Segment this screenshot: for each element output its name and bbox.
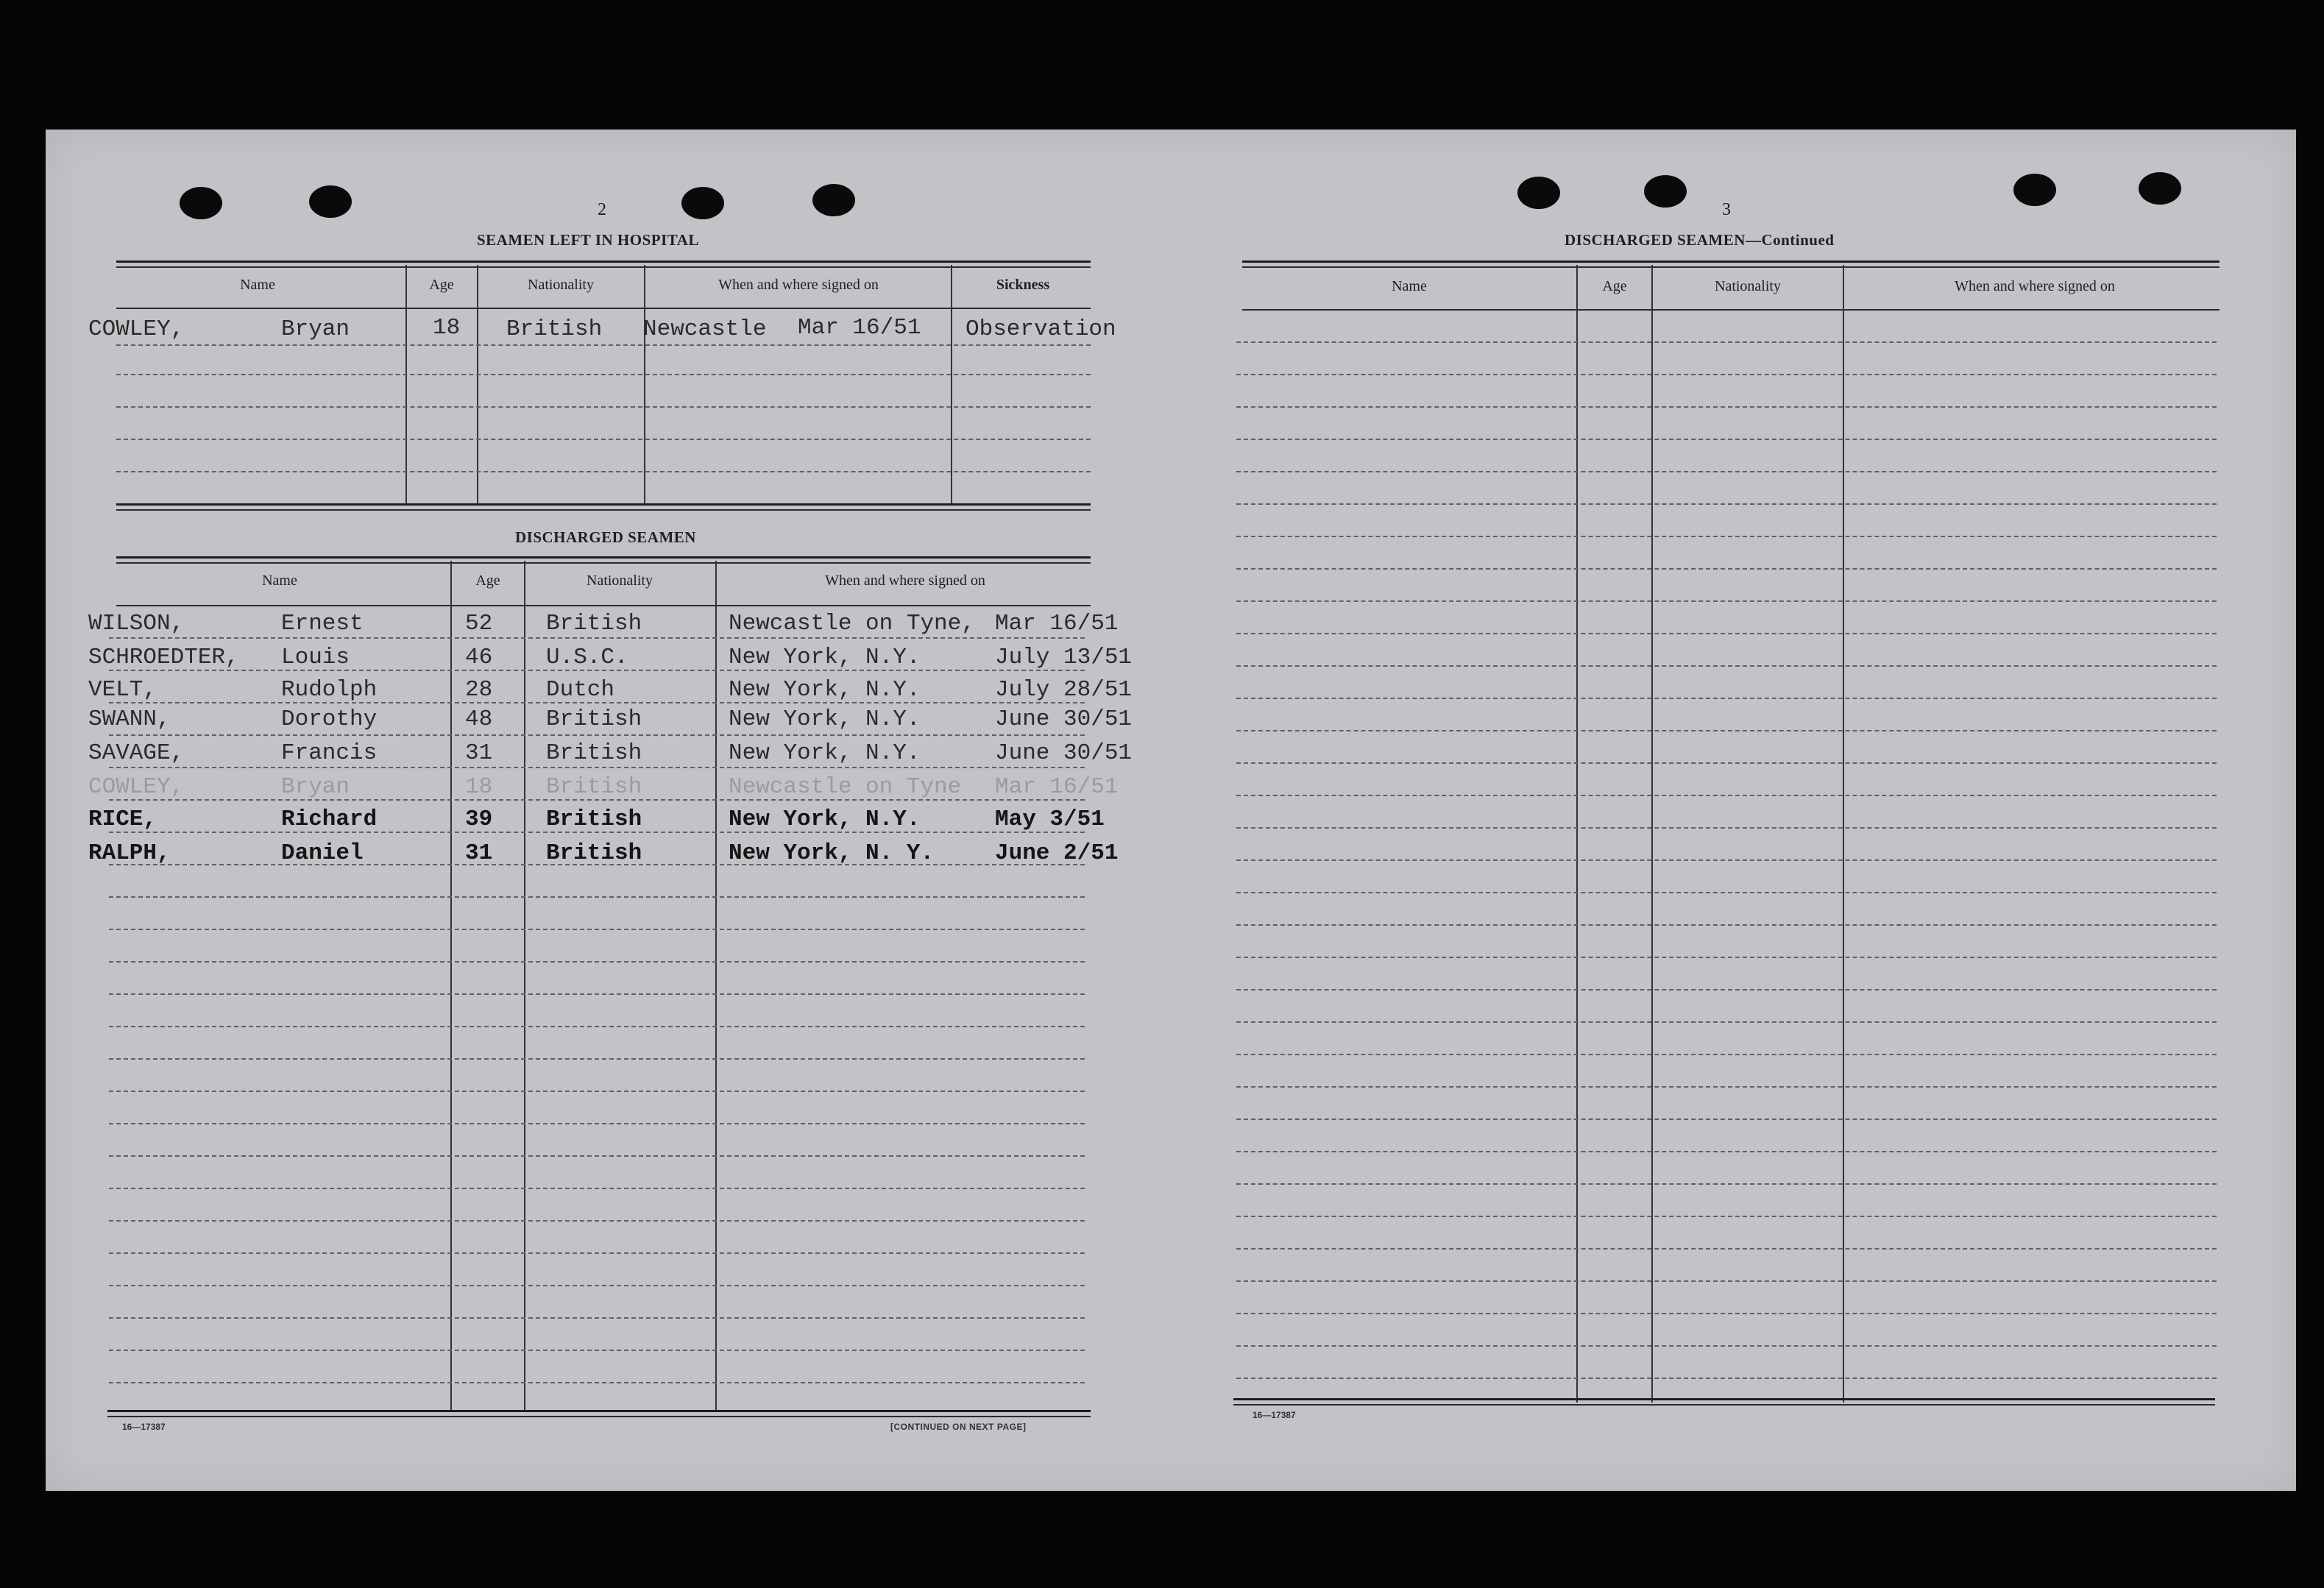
hospital-sickness: Observation <box>966 316 1116 342</box>
table-rule <box>116 503 1091 506</box>
row-rule <box>109 1123 1085 1124</box>
discharged-age: 31 <box>465 740 493 766</box>
row-rule <box>109 1285 1085 1286</box>
discharged-nationality: Dutch <box>546 677 615 703</box>
column-divider <box>524 561 525 1411</box>
row-rule <box>109 1317 1085 1319</box>
row-rule <box>1236 1151 2217 1152</box>
discharged-date: June 30/51 <box>995 706 1133 732</box>
table-rule <box>107 1416 1091 1417</box>
column-divider <box>1576 265 1578 1403</box>
column-divider <box>644 265 645 505</box>
discharged-date: July 28/51 <box>995 677 1133 703</box>
form-number: 16—17387 <box>1253 1410 1296 1420</box>
column-divider <box>715 561 717 1411</box>
discharged-surname: SCHROEDTER, <box>88 645 239 670</box>
punch-hole <box>2139 172 2181 205</box>
page-number: 2 <box>598 200 606 219</box>
table-rule <box>116 509 1091 511</box>
discharged-surname: SWANN, <box>88 706 171 732</box>
row-rule <box>1236 600 2217 602</box>
row-rule <box>1236 698 2217 699</box>
discharged-nationality: U.S.C. <box>546 645 628 670</box>
table-rule <box>116 556 1091 559</box>
column-header-signed-on: When and where signed on <box>825 573 985 589</box>
discharged-section-title: DISCHARGED SEAMEN <box>515 528 696 546</box>
table-rule <box>116 605 1091 606</box>
row-rule <box>109 1252 1085 1254</box>
table-rule <box>107 1410 1091 1412</box>
column-header-nationality: Nationality <box>1715 278 1781 294</box>
row-rule <box>1236 406 2217 408</box>
row-rule <box>109 864 1085 865</box>
discharged-surname: COWLEY, <box>88 774 185 800</box>
discharged-given-name: Richard <box>281 807 378 832</box>
column-header-signed-on: When and where signed on <box>718 277 879 293</box>
discharged-nationality: British <box>546 706 642 732</box>
discharged-surname: RICE, <box>88 807 157 832</box>
discharged-given-name: Dorothy <box>281 706 378 732</box>
row-rule <box>109 702 1085 703</box>
row-rule <box>116 439 1091 440</box>
column-header-nationality: Nationality <box>528 277 594 293</box>
row-rule <box>109 637 1085 639</box>
row-rule <box>109 1091 1085 1092</box>
row-rule <box>1236 1313 2217 1314</box>
table-rule <box>116 562 1091 564</box>
row-rule <box>1236 827 2217 829</box>
table-rule <box>1233 1398 2215 1400</box>
row-rule <box>109 993 1085 995</box>
punch-hole <box>1517 177 1560 209</box>
row-rule <box>109 961 1085 963</box>
discharged-age: 46 <box>465 645 493 670</box>
row-rule <box>1236 957 2217 958</box>
row-rule <box>109 734 1085 736</box>
row-rule <box>109 929 1085 930</box>
discharged-place: New York, N.Y. <box>729 645 921 670</box>
discharged-age: 18 <box>465 774 493 800</box>
row-rule <box>116 374 1091 375</box>
row-rule <box>1236 1280 2217 1282</box>
hospital-given-name: Bryan <box>281 316 350 342</box>
table-rule <box>1242 260 2220 263</box>
table-rule <box>1233 1404 2215 1406</box>
row-rule <box>1236 730 2217 731</box>
row-rule <box>1236 795 2217 796</box>
form-number: 16—17387 <box>122 1422 166 1432</box>
column-divider <box>405 265 407 505</box>
discharged-place: New York, N.Y. <box>729 677 921 703</box>
punch-hole <box>681 187 724 219</box>
row-rule <box>1236 568 2217 570</box>
discharged-date: Mar 16/51 <box>995 611 1119 637</box>
row-rule <box>1236 665 2217 667</box>
row-rule <box>1236 341 2217 343</box>
discharged-nationality: British <box>546 840 642 866</box>
row-rule <box>109 1382 1085 1383</box>
table-rule <box>116 260 1091 263</box>
row-rule <box>1236 536 2217 537</box>
row-rule <box>109 1026 1085 1027</box>
discharged-age: 31 <box>465 840 493 866</box>
row-rule <box>116 406 1091 408</box>
punch-hole <box>2013 174 2056 206</box>
row-rule <box>109 767 1085 768</box>
discharged-age: 52 <box>465 611 493 637</box>
discharged-place: New York, N.Y. <box>729 807 921 832</box>
discharged-surname: SAVAGE, <box>88 740 185 766</box>
row-rule <box>109 670 1085 671</box>
discharged-age: 28 <box>465 677 493 703</box>
discharged-given-name: Bryan <box>281 774 350 800</box>
row-rule <box>109 832 1085 833</box>
discharged-given-name: Daniel <box>281 840 364 866</box>
row-rule <box>1236 1086 2217 1088</box>
row-rule <box>1236 924 2217 926</box>
table-rule <box>116 266 1091 268</box>
row-rule <box>1236 1378 2217 1379</box>
column-header-name: Name <box>262 573 297 589</box>
column-header-age: Age <box>429 277 454 293</box>
row-rule <box>1236 989 2217 990</box>
row-rule <box>1236 1119 2217 1120</box>
row-rule <box>109 896 1085 898</box>
hospital-place: Newcastle <box>643 316 767 342</box>
column-header-name: Name <box>240 277 275 293</box>
discharged-given-name: Rudolph <box>281 677 378 703</box>
discharged-date: June 2/51 <box>995 840 1119 866</box>
row-rule <box>1236 1054 2217 1055</box>
punch-hole <box>812 184 855 216</box>
table-rule <box>116 308 1091 309</box>
column-header-age: Age <box>1602 278 1627 294</box>
discharged-surname: RALPH, <box>88 840 171 866</box>
discharged-nationality: British <box>546 807 642 832</box>
hospital-surname: COWLEY, <box>88 316 185 342</box>
discharged-surname: WILSON, <box>88 611 185 637</box>
discharged-nationality: British <box>546 611 642 637</box>
discharged-place: New York, N.Y. <box>729 740 921 766</box>
discharged-given-name: Ernest <box>281 611 364 637</box>
column-divider <box>1843 265 1844 1403</box>
column-divider <box>951 265 952 505</box>
table-rule <box>1242 309 2220 311</box>
row-rule <box>1236 374 2217 375</box>
row-rule <box>109 1155 1085 1157</box>
discharged-given-name: Francis <box>281 740 378 766</box>
discharged-place: Newcastle on Tyne, <box>729 611 975 637</box>
discharged-date: May 3/51 <box>995 807 1105 832</box>
discharged-nationality: British <box>546 774 642 800</box>
row-rule <box>109 1350 1085 1351</box>
row-rule <box>116 471 1091 472</box>
row-rule <box>1236 859 2217 861</box>
discharged-place: New York, N.Y. <box>729 706 921 732</box>
row-rule <box>1236 1021 2217 1023</box>
column-header-sickness: Sickness <box>996 277 1050 293</box>
row-rule <box>109 1188 1085 1189</box>
hospital-section-title: SEAMEN LEFT IN HOSPITAL <box>477 231 699 249</box>
row-rule <box>1236 1345 2217 1347</box>
row-rule <box>116 344 1091 346</box>
discharged-continued-title: DISCHARGED SEAMEN—Continued <box>1565 231 1835 249</box>
row-rule <box>1236 1216 2217 1217</box>
column-header-age: Age <box>475 573 500 589</box>
discharged-place: Newcastle on Tyne <box>729 774 962 800</box>
continued-note: [CONTINUED ON NEXT PAGE] <box>890 1422 1027 1432</box>
punch-hole <box>180 187 222 219</box>
row-rule <box>1236 1248 2217 1250</box>
discharged-date: June 30/51 <box>995 740 1133 766</box>
row-rule <box>1236 762 2217 764</box>
row-rule <box>109 1058 1085 1060</box>
row-rule <box>1236 633 2217 634</box>
punch-hole <box>1644 175 1687 208</box>
row-rule <box>109 799 1085 801</box>
column-header-name: Name <box>1392 278 1427 294</box>
punch-hole <box>309 185 352 218</box>
manifest-paper <box>46 130 2296 1491</box>
discharged-date: Mar 16/51 <box>995 774 1119 800</box>
hospital-age: 18 <box>433 315 461 341</box>
discharged-surname: VELT, <box>88 677 157 703</box>
column-header-nationality: Nationality <box>587 573 653 589</box>
column-divider <box>477 265 478 505</box>
hospital-nationality: British <box>506 316 603 342</box>
row-rule <box>1236 892 2217 893</box>
discharged-age: 39 <box>465 807 493 832</box>
column-header-signed-on: When and where signed on <box>1955 278 2115 294</box>
column-divider <box>450 561 452 1411</box>
row-rule <box>1236 1183 2217 1185</box>
discharged-age: 48 <box>465 706 493 732</box>
row-rule <box>109 1220 1085 1222</box>
row-rule <box>1236 471 2217 472</box>
hospital-date: Mar 16/51 <box>798 315 921 341</box>
row-rule <box>1236 439 2217 440</box>
discharged-date: July 13/51 <box>995 645 1133 670</box>
page-number: 3 <box>1722 200 1731 219</box>
discharged-nationality: British <box>546 740 642 766</box>
discharged-given-name: Louis <box>281 645 350 670</box>
table-rule <box>1242 266 2220 268</box>
row-rule <box>1236 503 2217 505</box>
column-divider <box>1651 265 1653 1403</box>
discharged-place: New York, N. Y. <box>729 840 935 866</box>
